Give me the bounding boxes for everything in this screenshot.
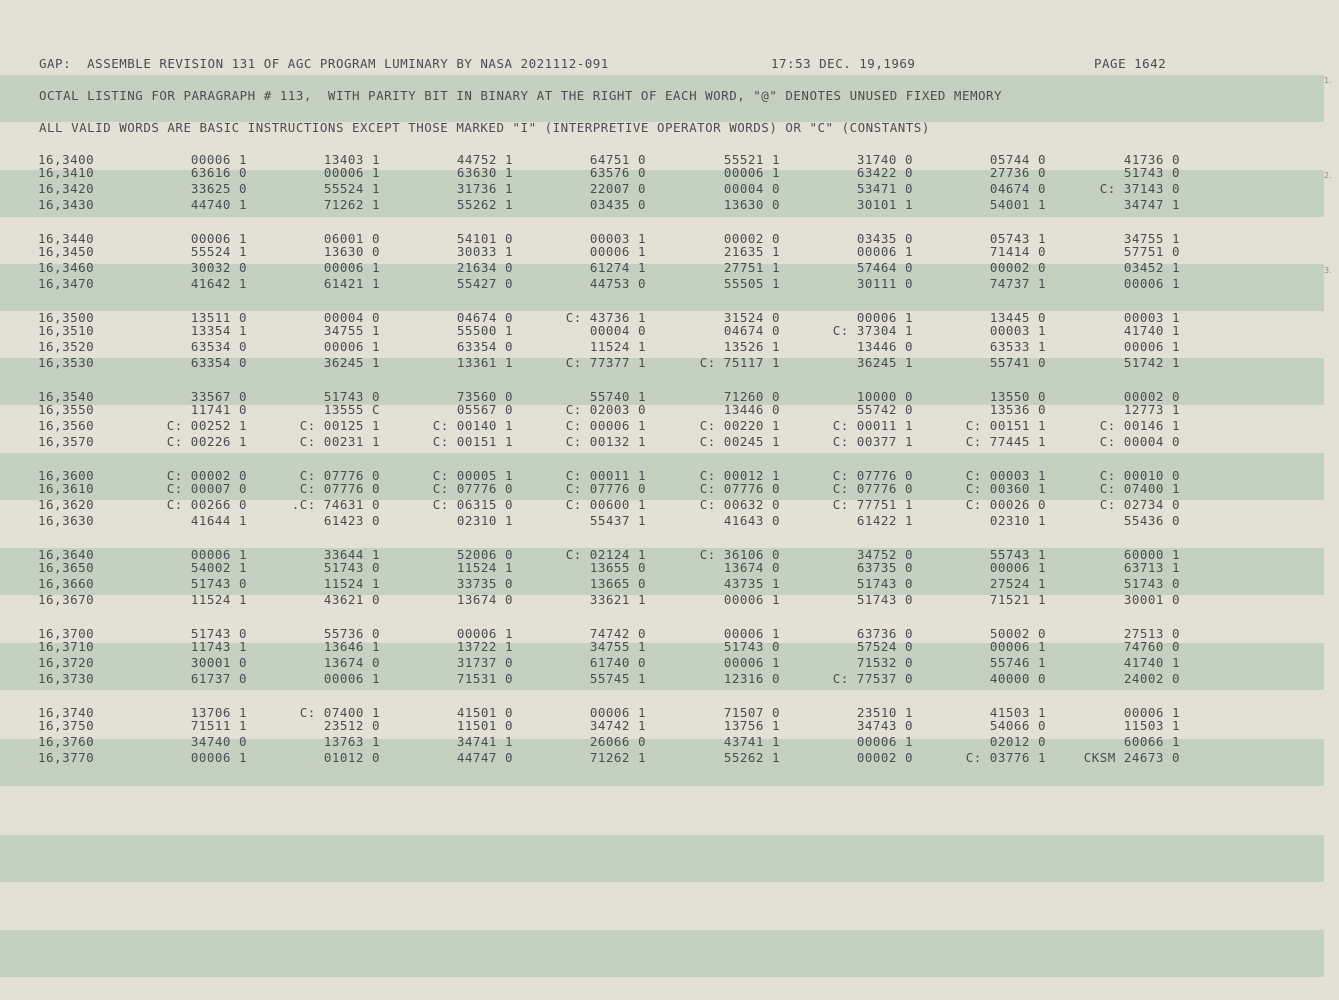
octal-word: C: 00026 0 <box>965 497 1046 512</box>
octal-word: 21634 0 <box>456 260 513 275</box>
octal-word: 54002 1 <box>190 560 247 575</box>
octal-word: 41642 1 <box>190 276 247 291</box>
octal-word: 05743 1 <box>989 231 1046 246</box>
octal-word: 06001 0 <box>323 231 380 246</box>
row-address: 16,3530 <box>38 355 95 370</box>
page-number: PAGE 1642 <box>1094 56 1167 71</box>
octal-word: 51743 0 <box>190 626 247 641</box>
octal-word: 54001 1 <box>989 197 1046 212</box>
octal-word: 33621 1 <box>589 592 646 607</box>
octal-word: 13446 0 <box>856 339 913 354</box>
octal-word: 24002 0 <box>1123 671 1180 686</box>
octal-word: C: 00252 1 <box>166 418 247 433</box>
octal-word: 34742 1 <box>589 718 646 733</box>
octal-word: 00006 1 <box>456 626 513 641</box>
octal-word: 55521 1 <box>723 152 780 167</box>
assembly-timestamp: 17:53 DEC. 19,1969 <box>771 56 916 71</box>
octal-word: C: 77377 1 <box>565 355 646 370</box>
octal-word: 05744 0 <box>989 152 1046 167</box>
octal-word: 05567 0 <box>456 402 513 417</box>
row-address: 16,3660 <box>38 576 95 591</box>
octal-word: 34743 0 <box>856 718 913 733</box>
margin-mark: 2. <box>1324 171 1332 180</box>
row-address: 16,3500 <box>38 310 95 325</box>
octal-word: 13722 1 <box>456 639 513 654</box>
octal-word: 13630 0 <box>323 244 380 259</box>
row-address: 16,3510 <box>38 323 95 338</box>
octal-word: C: 00006 1 <box>565 418 646 433</box>
row-address: 16,3460 <box>38 260 95 275</box>
octal-word: 00006 1 <box>190 231 247 246</box>
octal-word: C: 00010 0 <box>1099 468 1180 483</box>
octal-word: 00006 1 <box>1123 705 1180 720</box>
octal-word: 61423 0 <box>323 513 380 528</box>
octal-word: 02310 1 <box>456 513 513 528</box>
octal-word: C: 07400 1 <box>1099 481 1180 496</box>
octal-word: 71260 0 <box>723 389 780 404</box>
row-address: 16,3760 <box>38 734 95 749</box>
octal-word: 31736 1 <box>456 181 513 196</box>
octal-word: 27736 0 <box>989 165 1046 180</box>
octal-word: 04674 0 <box>456 310 513 325</box>
octal-word: 00006 1 <box>323 165 380 180</box>
octal-word: 13354 1 <box>190 323 247 338</box>
octal-word: 36245 1 <box>323 355 380 370</box>
octal-word: 40000 0 <box>989 671 1046 686</box>
row-address: 16,3750 <box>38 718 95 733</box>
octal-word: C: 00125 1 <box>299 418 380 433</box>
octal-word: 11524 1 <box>456 560 513 575</box>
octal-word: 00006 1 <box>1123 276 1180 291</box>
octal-word: CKSM 24673 0 <box>1083 750 1180 765</box>
octal-word: 71532 0 <box>856 655 913 670</box>
row-address: 16,3400 <box>38 152 95 167</box>
octal-word: 31737 0 <box>456 655 513 670</box>
octal-word: 71414 0 <box>989 244 1046 259</box>
row-address: 16,3640 <box>38 547 95 562</box>
octal-word: C: 37143 0 <box>1099 181 1180 196</box>
octal-word: 00006 1 <box>190 750 247 765</box>
row-address: 16,3410 <box>38 165 95 180</box>
octal-word: C: 77537 0 <box>832 671 913 686</box>
octal-word: 63735 0 <box>856 560 913 575</box>
octal-word: 57464 0 <box>856 260 913 275</box>
octal-word: C: 07400 1 <box>299 705 380 720</box>
row-address: 16,3710 <box>38 639 95 654</box>
octal-word: 00004 0 <box>589 323 646 338</box>
green-bar-band <box>0 930 1324 977</box>
row-address: 16,3610 <box>38 481 95 496</box>
octal-word: 27524 1 <box>989 576 1046 591</box>
row-address: 16,3430 <box>38 197 95 212</box>
octal-word: 63736 0 <box>856 626 913 641</box>
octal-word: 13550 0 <box>989 389 1046 404</box>
octal-word: 00002 0 <box>989 260 1046 275</box>
octal-word: C: 36106 0 <box>699 547 780 562</box>
octal-word: 41501 0 <box>456 705 513 720</box>
octal-word: 00003 1 <box>589 231 646 246</box>
octal-word: C: 00231 1 <box>299 434 380 449</box>
octal-word: 12316 0 <box>723 671 780 686</box>
octal-word: 55736 0 <box>323 626 380 641</box>
octal-word: 00004 0 <box>723 181 780 196</box>
octal-word: 00006 1 <box>723 592 780 607</box>
row-address: 16,3720 <box>38 655 95 670</box>
octal-word: 00004 0 <box>323 310 380 325</box>
row-address: 16,3700 <box>38 626 95 641</box>
octal-word: C: 07776 0 <box>432 481 513 496</box>
octal-word: 55427 0 <box>456 276 513 291</box>
octal-word: 13511 0 <box>190 310 247 325</box>
octal-word: 63576 0 <box>589 165 646 180</box>
octal-word: C: 06315 0 <box>432 497 513 512</box>
octal-word: 51743 0 <box>190 576 247 591</box>
octal-word: C: 00377 1 <box>832 434 913 449</box>
octal-word: 13526 1 <box>723 339 780 354</box>
octal-word: 11741 0 <box>190 402 247 417</box>
row-address: 16,3440 <box>38 231 95 246</box>
octal-word: 12773 1 <box>1123 402 1180 417</box>
octal-word: 13446 0 <box>723 402 780 417</box>
octal-word: 13665 0 <box>589 576 646 591</box>
octal-word: 02012 0 <box>989 734 1046 749</box>
octal-word: 61740 0 <box>589 655 646 670</box>
octal-word: 63354 0 <box>190 355 247 370</box>
octal-word: 60066 1 <box>1123 734 1180 749</box>
octal-word: 11524 1 <box>323 576 380 591</box>
octal-word: 34752 0 <box>856 547 913 562</box>
octal-word: 11524 1 <box>190 592 247 607</box>
octal-word: 11501 0 <box>456 718 513 733</box>
octal-word: 55740 1 <box>589 389 646 404</box>
octal-word: 23512 0 <box>323 718 380 733</box>
octal-word: 55437 1 <box>589 513 646 528</box>
octal-word: 36245 1 <box>856 355 913 370</box>
octal-word: C: 03776 1 <box>965 750 1046 765</box>
octal-word: 54066 0 <box>989 718 1046 733</box>
octal-word: 57524 0 <box>856 639 913 654</box>
row-address: 16,3470 <box>38 276 95 291</box>
row-address: 16,3730 <box>38 671 95 686</box>
octal-word: C: 07776 0 <box>299 468 380 483</box>
octal-word: 13630 0 <box>723 197 780 212</box>
octal-word: C: 00004 0 <box>1099 434 1180 449</box>
octal-word: C: 07776 0 <box>299 481 380 496</box>
octal-word: 00006 1 <box>723 655 780 670</box>
octal-word: 63630 1 <box>456 165 513 180</box>
octal-word: 41643 0 <box>723 513 780 528</box>
margin-mark: 1. <box>1324 76 1332 85</box>
octal-word: 34741 1 <box>456 734 513 749</box>
octal-word: C: 00012 1 <box>699 468 780 483</box>
octal-word: 61737 0 <box>190 671 247 686</box>
octal-word: 13555 C <box>323 402 380 417</box>
octal-word: 00006 1 <box>989 560 1046 575</box>
octal-word: C: 43736 1 <box>565 310 646 325</box>
octal-word: C: 00132 1 <box>565 434 646 449</box>
octal-word: 51743 0 <box>323 560 380 575</box>
octal-word: 52006 0 <box>456 547 513 562</box>
octal-word: 55262 1 <box>723 750 780 765</box>
octal-word: 00006 1 <box>856 734 913 749</box>
octal-word: 51743 0 <box>856 592 913 607</box>
listing-legend: ALL VALID WORDS ARE BASIC INSTRUCTIONS EXCEPT THOSE MARKED "I" (INTERPRETIVE OPERATOR WORDS) OR "C" (CONSTANTS) <box>39 120 930 135</box>
octal-word: 00006 1 <box>589 705 646 720</box>
octal-word: .C: 74631 0 <box>291 497 380 512</box>
octal-word: 43741 1 <box>723 734 780 749</box>
octal-word: 63422 0 <box>856 165 913 180</box>
octal-word: C: 77445 1 <box>965 434 1046 449</box>
octal-word: 03435 0 <box>856 231 913 246</box>
octal-word: 00006 1 <box>723 165 780 180</box>
octal-word: 13756 1 <box>723 718 780 733</box>
octal-word: 27751 1 <box>723 260 780 275</box>
octal-word: 71511 1 <box>190 718 247 733</box>
octal-word: C: 00003 1 <box>965 468 1046 483</box>
octal-word: 00003 1 <box>1123 310 1180 325</box>
octal-word: 55436 0 <box>1123 513 1180 528</box>
octal-word: 13674 0 <box>323 655 380 670</box>
octal-word: 02310 1 <box>989 513 1046 528</box>
octal-word: 55742 0 <box>856 402 913 417</box>
octal-word: C: 00220 1 <box>699 418 780 433</box>
octal-word: 21635 1 <box>723 244 780 259</box>
octal-word: 51743 0 <box>723 639 780 654</box>
octal-word: 63713 1 <box>1123 560 1180 575</box>
octal-word: 00002 0 <box>1123 389 1180 404</box>
row-address: 16,3740 <box>38 705 95 720</box>
octal-word: 13706 1 <box>190 705 247 720</box>
margin-mark: 3. <box>1324 266 1332 275</box>
octal-word: 64751 0 <box>589 152 646 167</box>
octal-word: 50002 0 <box>989 626 1046 641</box>
octal-word: 13763 1 <box>323 734 380 749</box>
octal-word: 13674 0 <box>723 560 780 575</box>
octal-word: 43621 0 <box>323 592 380 607</box>
octal-word: C: 00011 1 <box>832 418 913 433</box>
octal-word: 73560 0 <box>456 389 513 404</box>
octal-word: C: 00007 0 <box>166 481 247 496</box>
octal-word: C: 00011 1 <box>565 468 646 483</box>
octal-word: 30033 1 <box>456 244 513 259</box>
octal-word: C: 00600 1 <box>565 497 646 512</box>
octal-word: 57751 0 <box>1123 244 1180 259</box>
row-address: 16,3670 <box>38 592 95 607</box>
octal-word: 74760 0 <box>1123 639 1180 654</box>
row-address: 16,3540 <box>38 389 95 404</box>
octal-word: 55745 1 <box>589 671 646 686</box>
row-address: 16,3570 <box>38 434 95 449</box>
assembly-title: GAP: ASSEMBLE REVISION 131 OF AGC PROGRAM LUMINARY BY NASA 2021112-091 <box>39 56 609 71</box>
octal-word: 44740 1 <box>190 197 247 212</box>
octal-word: 30101 1 <box>856 197 913 212</box>
octal-word: 51742 1 <box>1123 355 1180 370</box>
octal-word: 61274 1 <box>589 260 646 275</box>
octal-word: 10000 0 <box>856 389 913 404</box>
octal-word: 63533 1 <box>989 339 1046 354</box>
octal-word: 03435 0 <box>589 197 646 212</box>
octal-word: 44752 1 <box>456 152 513 167</box>
listing-description: OCTAL LISTING FOR PARAGRAPH # 113, WITH PARITY BIT IN BINARY AT THE RIGHT OF EACH WORD, "@" DENOTES UNUSED FIXED MEMORY <box>39 88 1003 103</box>
octal-word: 27513 0 <box>1123 626 1180 641</box>
octal-word: C: 02124 1 <box>565 547 646 562</box>
octal-word: 04674 0 <box>723 323 780 338</box>
octal-word: 41736 0 <box>1123 152 1180 167</box>
octal-word: 44753 0 <box>589 276 646 291</box>
octal-word: 00006 1 <box>323 671 380 686</box>
octal-word: C: 00151 1 <box>432 434 513 449</box>
octal-word: 00006 1 <box>190 152 247 167</box>
octal-word: C: 00140 1 <box>432 418 513 433</box>
octal-word: 13655 0 <box>589 560 646 575</box>
octal-word: 51743 0 <box>1123 576 1180 591</box>
octal-word: 63354 0 <box>456 339 513 354</box>
octal-word: 11503 1 <box>1123 718 1180 733</box>
octal-word: 30001 0 <box>190 655 247 670</box>
octal-word: 55505 1 <box>723 276 780 291</box>
octal-word: 00006 1 <box>989 639 1046 654</box>
octal-word: 33567 0 <box>190 389 247 404</box>
octal-word: 54101 0 <box>456 231 513 246</box>
octal-word: 31524 0 <box>723 310 780 325</box>
octal-word: 04674 0 <box>989 181 1046 196</box>
octal-word: 71262 1 <box>323 197 380 212</box>
octal-word: 00006 1 <box>323 339 380 354</box>
octal-word: 00006 1 <box>323 260 380 275</box>
octal-word: C: 02734 0 <box>1099 497 1180 512</box>
octal-word: 74737 1 <box>989 276 1046 291</box>
octal-word: 00006 1 <box>589 244 646 259</box>
octal-word: C: 00146 1 <box>1099 418 1180 433</box>
octal-word: C: 02003 0 <box>565 402 646 417</box>
octal-word: 71507 0 <box>723 705 780 720</box>
octal-word: 00002 0 <box>723 231 780 246</box>
octal-word: 01012 0 <box>323 750 380 765</box>
octal-word: C: 00632 0 <box>699 497 780 512</box>
octal-word: 55746 1 <box>989 655 1046 670</box>
octal-word: 55743 1 <box>989 547 1046 562</box>
octal-word: C: 00002 0 <box>166 468 247 483</box>
octal-word: 33735 0 <box>456 576 513 591</box>
octal-word: C: 00266 0 <box>166 497 247 512</box>
octal-word: 11743 1 <box>190 639 247 654</box>
octal-word: 41644 1 <box>190 513 247 528</box>
octal-word: 55524 1 <box>323 181 380 196</box>
octal-word: 30001 0 <box>1123 592 1180 607</box>
octal-word: 51743 0 <box>856 576 913 591</box>
octal-word: C: 07776 0 <box>565 481 646 496</box>
octal-word: C: 77751 1 <box>832 497 913 512</box>
octal-word: 13403 1 <box>323 152 380 167</box>
octal-word: 41740 1 <box>1123 655 1180 670</box>
octal-word: 22007 0 <box>589 181 646 196</box>
octal-word: 63534 0 <box>190 339 247 354</box>
octal-word: 03452 1 <box>1123 260 1180 275</box>
octal-word: 61422 1 <box>856 513 913 528</box>
octal-word: 41740 1 <box>1123 323 1180 338</box>
octal-word: C: 00360 1 <box>965 481 1046 496</box>
octal-word: 51743 0 <box>1123 165 1180 180</box>
octal-word: 71521 1 <box>989 592 1046 607</box>
octal-word: 55741 0 <box>989 355 1046 370</box>
octal-word: C: 00245 1 <box>699 434 780 449</box>
octal-word: 63616 0 <box>190 165 247 180</box>
octal-word: C: 75117 1 <box>699 355 780 370</box>
octal-word: 23510 1 <box>856 705 913 720</box>
octal-word: 11524 1 <box>589 339 646 354</box>
octal-word: 34755 1 <box>1123 231 1180 246</box>
row-address: 16,3770 <box>38 750 95 765</box>
octal-word: 31740 0 <box>856 152 913 167</box>
octal-word: 13361 1 <box>456 355 513 370</box>
octal-word: 00006 1 <box>856 310 913 325</box>
row-address: 16,3630 <box>38 513 95 528</box>
octal-word: 33625 0 <box>190 181 247 196</box>
row-address: 16,3560 <box>38 418 95 433</box>
octal-word: 51743 0 <box>323 389 380 404</box>
octal-word: 71262 1 <box>589 750 646 765</box>
row-address: 16,3450 <box>38 244 95 259</box>
octal-word: C: 00151 1 <box>965 418 1046 433</box>
octal-word: C: 37304 1 <box>832 323 913 338</box>
octal-word: 00006 1 <box>190 547 247 562</box>
octal-word: 13445 0 <box>989 310 1046 325</box>
octal-word: 60000 1 <box>1123 547 1180 562</box>
octal-word: C: 00226 1 <box>166 434 247 449</box>
octal-word: C: 07776 0 <box>832 468 913 483</box>
octal-word: C: 07776 0 <box>832 481 913 496</box>
octal-word: C: 07776 0 <box>699 481 780 496</box>
octal-word: 71531 0 <box>456 671 513 686</box>
octal-word: 34740 0 <box>190 734 247 749</box>
row-address: 16,3520 <box>38 339 95 354</box>
octal-word: 74742 0 <box>589 626 646 641</box>
row-address: 16,3550 <box>38 402 95 417</box>
row-address: 16,3620 <box>38 497 95 512</box>
octal-word: 00006 1 <box>856 244 913 259</box>
octal-word: 41503 1 <box>989 705 1046 720</box>
octal-word: 55262 1 <box>456 197 513 212</box>
row-address: 16,3650 <box>38 560 95 575</box>
octal-word: 00006 1 <box>723 626 780 641</box>
octal-word: 34755 1 <box>589 639 646 654</box>
octal-word: 55500 1 <box>456 323 513 338</box>
row-address: 16,3420 <box>38 181 95 196</box>
octal-word: 00002 0 <box>856 750 913 765</box>
octal-word: 30032 0 <box>190 260 247 275</box>
octal-word: 13646 1 <box>323 639 380 654</box>
octal-word: 00003 1 <box>989 323 1046 338</box>
octal-word: 13536 0 <box>989 402 1046 417</box>
row-address: 16,3600 <box>38 468 95 483</box>
octal-word: 61421 1 <box>323 276 380 291</box>
octal-word: 26066 0 <box>589 734 646 749</box>
octal-word: 34755 1 <box>323 323 380 338</box>
octal-word: C: 00005 1 <box>432 468 513 483</box>
octal-word: 13674 0 <box>456 592 513 607</box>
octal-word: 43735 1 <box>723 576 780 591</box>
octal-word: 53471 0 <box>856 181 913 196</box>
octal-word: 44747 0 <box>456 750 513 765</box>
octal-word: 30111 0 <box>856 276 913 291</box>
octal-word: 55524 1 <box>190 244 247 259</box>
green-bar-band <box>0 835 1324 882</box>
octal-word: 33644 1 <box>323 547 380 562</box>
octal-word: 00006 1 <box>1123 339 1180 354</box>
octal-word: 34747 1 <box>1123 197 1180 212</box>
